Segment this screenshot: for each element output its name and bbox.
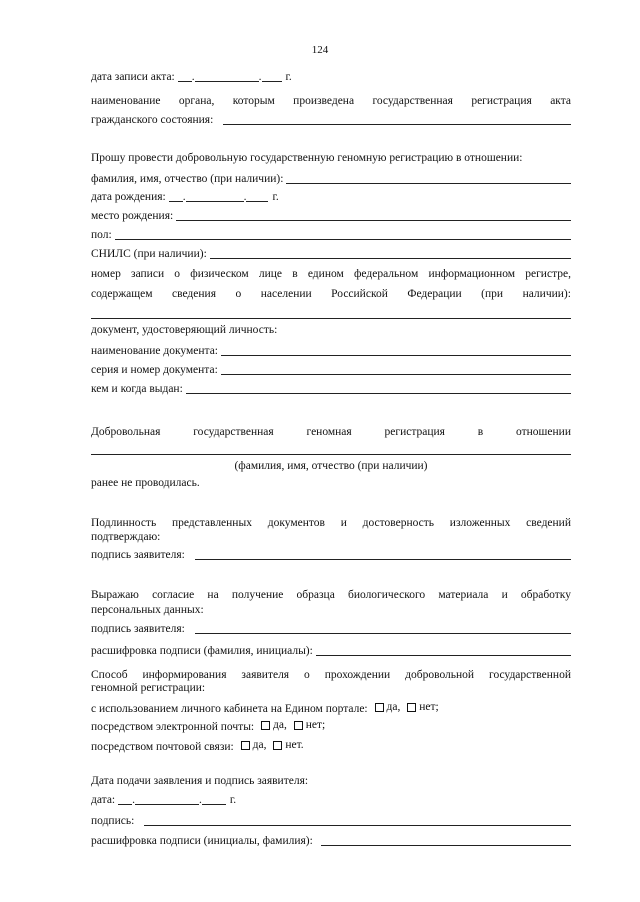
submission-decode-label: расшифровка подписи (инициалы, фамилия): (91, 835, 313, 847)
consent-decode-field[interactable] (316, 655, 571, 656)
email-yes-checkbox[interactable] (261, 721, 270, 730)
act-date-sep: . (258, 71, 262, 83)
submission-date-label: дата: (91, 794, 116, 806)
birth-place-field[interactable] (176, 220, 571, 221)
birth-place-row (91, 207, 571, 223)
submission-heading: Дата подачи заявления и подпись заявителя: (91, 775, 309, 787)
doc-series-field[interactable] (221, 374, 571, 375)
submission-sign-label: подпись: (91, 815, 135, 827)
submission-sign-field[interactable] (144, 825, 571, 826)
authority-field[interactable] (223, 124, 571, 125)
act-date-year-suffix: г. (285, 71, 292, 83)
notify-portal-label: с использованием личного кабинета на Едином портале: (91, 703, 368, 715)
consent-sign-row (91, 620, 571, 636)
portal-yes-checkbox[interactable] (375, 703, 384, 712)
birth-day-field[interactable] (169, 201, 183, 202)
previous-fio-field[interactable] (91, 454, 571, 455)
notify-email-row: посредством электронной почты: да, нет; (91, 719, 326, 733)
post-no-checkbox[interactable] (273, 741, 282, 750)
authenticity-sign-label: подпись заявителя: (91, 549, 185, 561)
sex-field[interactable] (115, 239, 571, 240)
sex-row (91, 226, 571, 242)
consent-decode-row (91, 642, 571, 658)
consent-sign-field[interactable] (195, 633, 571, 634)
snils-row (91, 245, 571, 261)
consent-line: Выражаю согласие на получение образца биологического материала и обработку (91, 589, 571, 601)
page-number: 124 (311, 44, 329, 56)
submission-sign-row (91, 812, 571, 828)
fio-label: фамилия, имя, отчество (при наличии): (91, 173, 284, 185)
birth-year-field[interactable] (246, 201, 268, 202)
authority-row (91, 111, 571, 127)
notify-email-label: посредством электронной почты: (91, 721, 255, 733)
portal-no-checkbox[interactable] (407, 703, 416, 712)
submission-decode-field[interactable] (321, 845, 571, 846)
submission-month-field[interactable] (135, 804, 199, 805)
authority-label: гражданского состояния: (91, 114, 214, 126)
act-date-label: дата записи акта: (91, 71, 175, 83)
doc-series-label: серия и номер документа: (91, 364, 218, 376)
notify-post-row: посредством почтовой связи: да, нет. (91, 739, 304, 753)
register-field[interactable] (91, 318, 571, 319)
previous-line: Добровольная государственная геномная регистрация в отношении (91, 426, 571, 438)
fio-field[interactable] (286, 183, 571, 184)
consent-sign-label: подпись заявителя: (91, 623, 185, 635)
birth-place-label: место рождения: (91, 210, 174, 222)
sex-label: пол: (91, 229, 112, 241)
authenticity-sign-row (91, 546, 571, 562)
notify-portal-row: с использованием личного кабинета на Едином портале: да, нет; (91, 701, 439, 715)
act-date-month-field[interactable] (195, 81, 259, 82)
doc-issued-label: кем и когда выдан: (91, 383, 183, 395)
authenticity-confirm: подтверждаю: (91, 531, 161, 543)
submission-year-field[interactable] (202, 804, 226, 805)
consent-decode-label: расшифровка подписи (фамилия, инициалы): (91, 645, 313, 657)
act-date-year-field[interactable] (262, 81, 282, 82)
notify-post-label: посредством почтовой связи: (91, 741, 234, 753)
authenticity-sign-field[interactable] (195, 559, 571, 560)
register-line-2: содержащем сведения о населении Российской Федерации (при наличии): (91, 288, 571, 300)
notify-line: Способ информирования заявителя о прохождении добровольной государственной (91, 669, 571, 681)
consent-personal-data: персональных данных: (91, 604, 204, 616)
authenticity-line: Подлинность представленных документов и достоверность изложенных сведений (91, 517, 571, 529)
doc-series-row (91, 361, 571, 377)
act-date-row (91, 68, 571, 84)
submission-decode-row (91, 832, 571, 848)
act-date-sep: . (191, 71, 195, 83)
doc-name-field[interactable] (221, 355, 571, 356)
birth-date-label: дата рождения: (91, 191, 166, 203)
act-date-day-field[interactable] (178, 81, 192, 82)
request-intro: Прошу провести добровольную государственную геномную регистрацию в отношении: (91, 152, 523, 164)
submission-day-field[interactable] (118, 804, 132, 805)
register-line-1: номер записи о физическом лице в едином федеральном информационном регистре, (91, 268, 571, 280)
submission-date-row: дата: . . г. (91, 794, 237, 806)
doc-name-label: наименование документа: (91, 345, 218, 357)
fio-row (91, 170, 571, 186)
previous-caption: (фамилия, имя, отчество (при наличии) (234, 460, 428, 472)
post-yes-checkbox[interactable] (241, 741, 250, 750)
birth-month-field[interactable] (186, 201, 244, 202)
doc-issued-field[interactable] (186, 393, 571, 394)
authority-line: наименование органа, которым произведена государственная регистрация акта (91, 95, 571, 107)
doc-name-row (91, 342, 571, 358)
snils-label: СНИЛС (при наличии): (91, 248, 207, 260)
birth-date-row: дата рождения: . . г. (91, 191, 279, 203)
previous-tail: ранее не проводилась. (91, 477, 200, 489)
doc-issued-row (91, 380, 571, 396)
notify-genomic: геномной регистрации: (91, 682, 206, 694)
snils-field[interactable] (210, 258, 571, 259)
identity-doc-heading: документ, удостоверяющий личность: (91, 324, 278, 336)
email-no-checkbox[interactable] (294, 721, 303, 730)
